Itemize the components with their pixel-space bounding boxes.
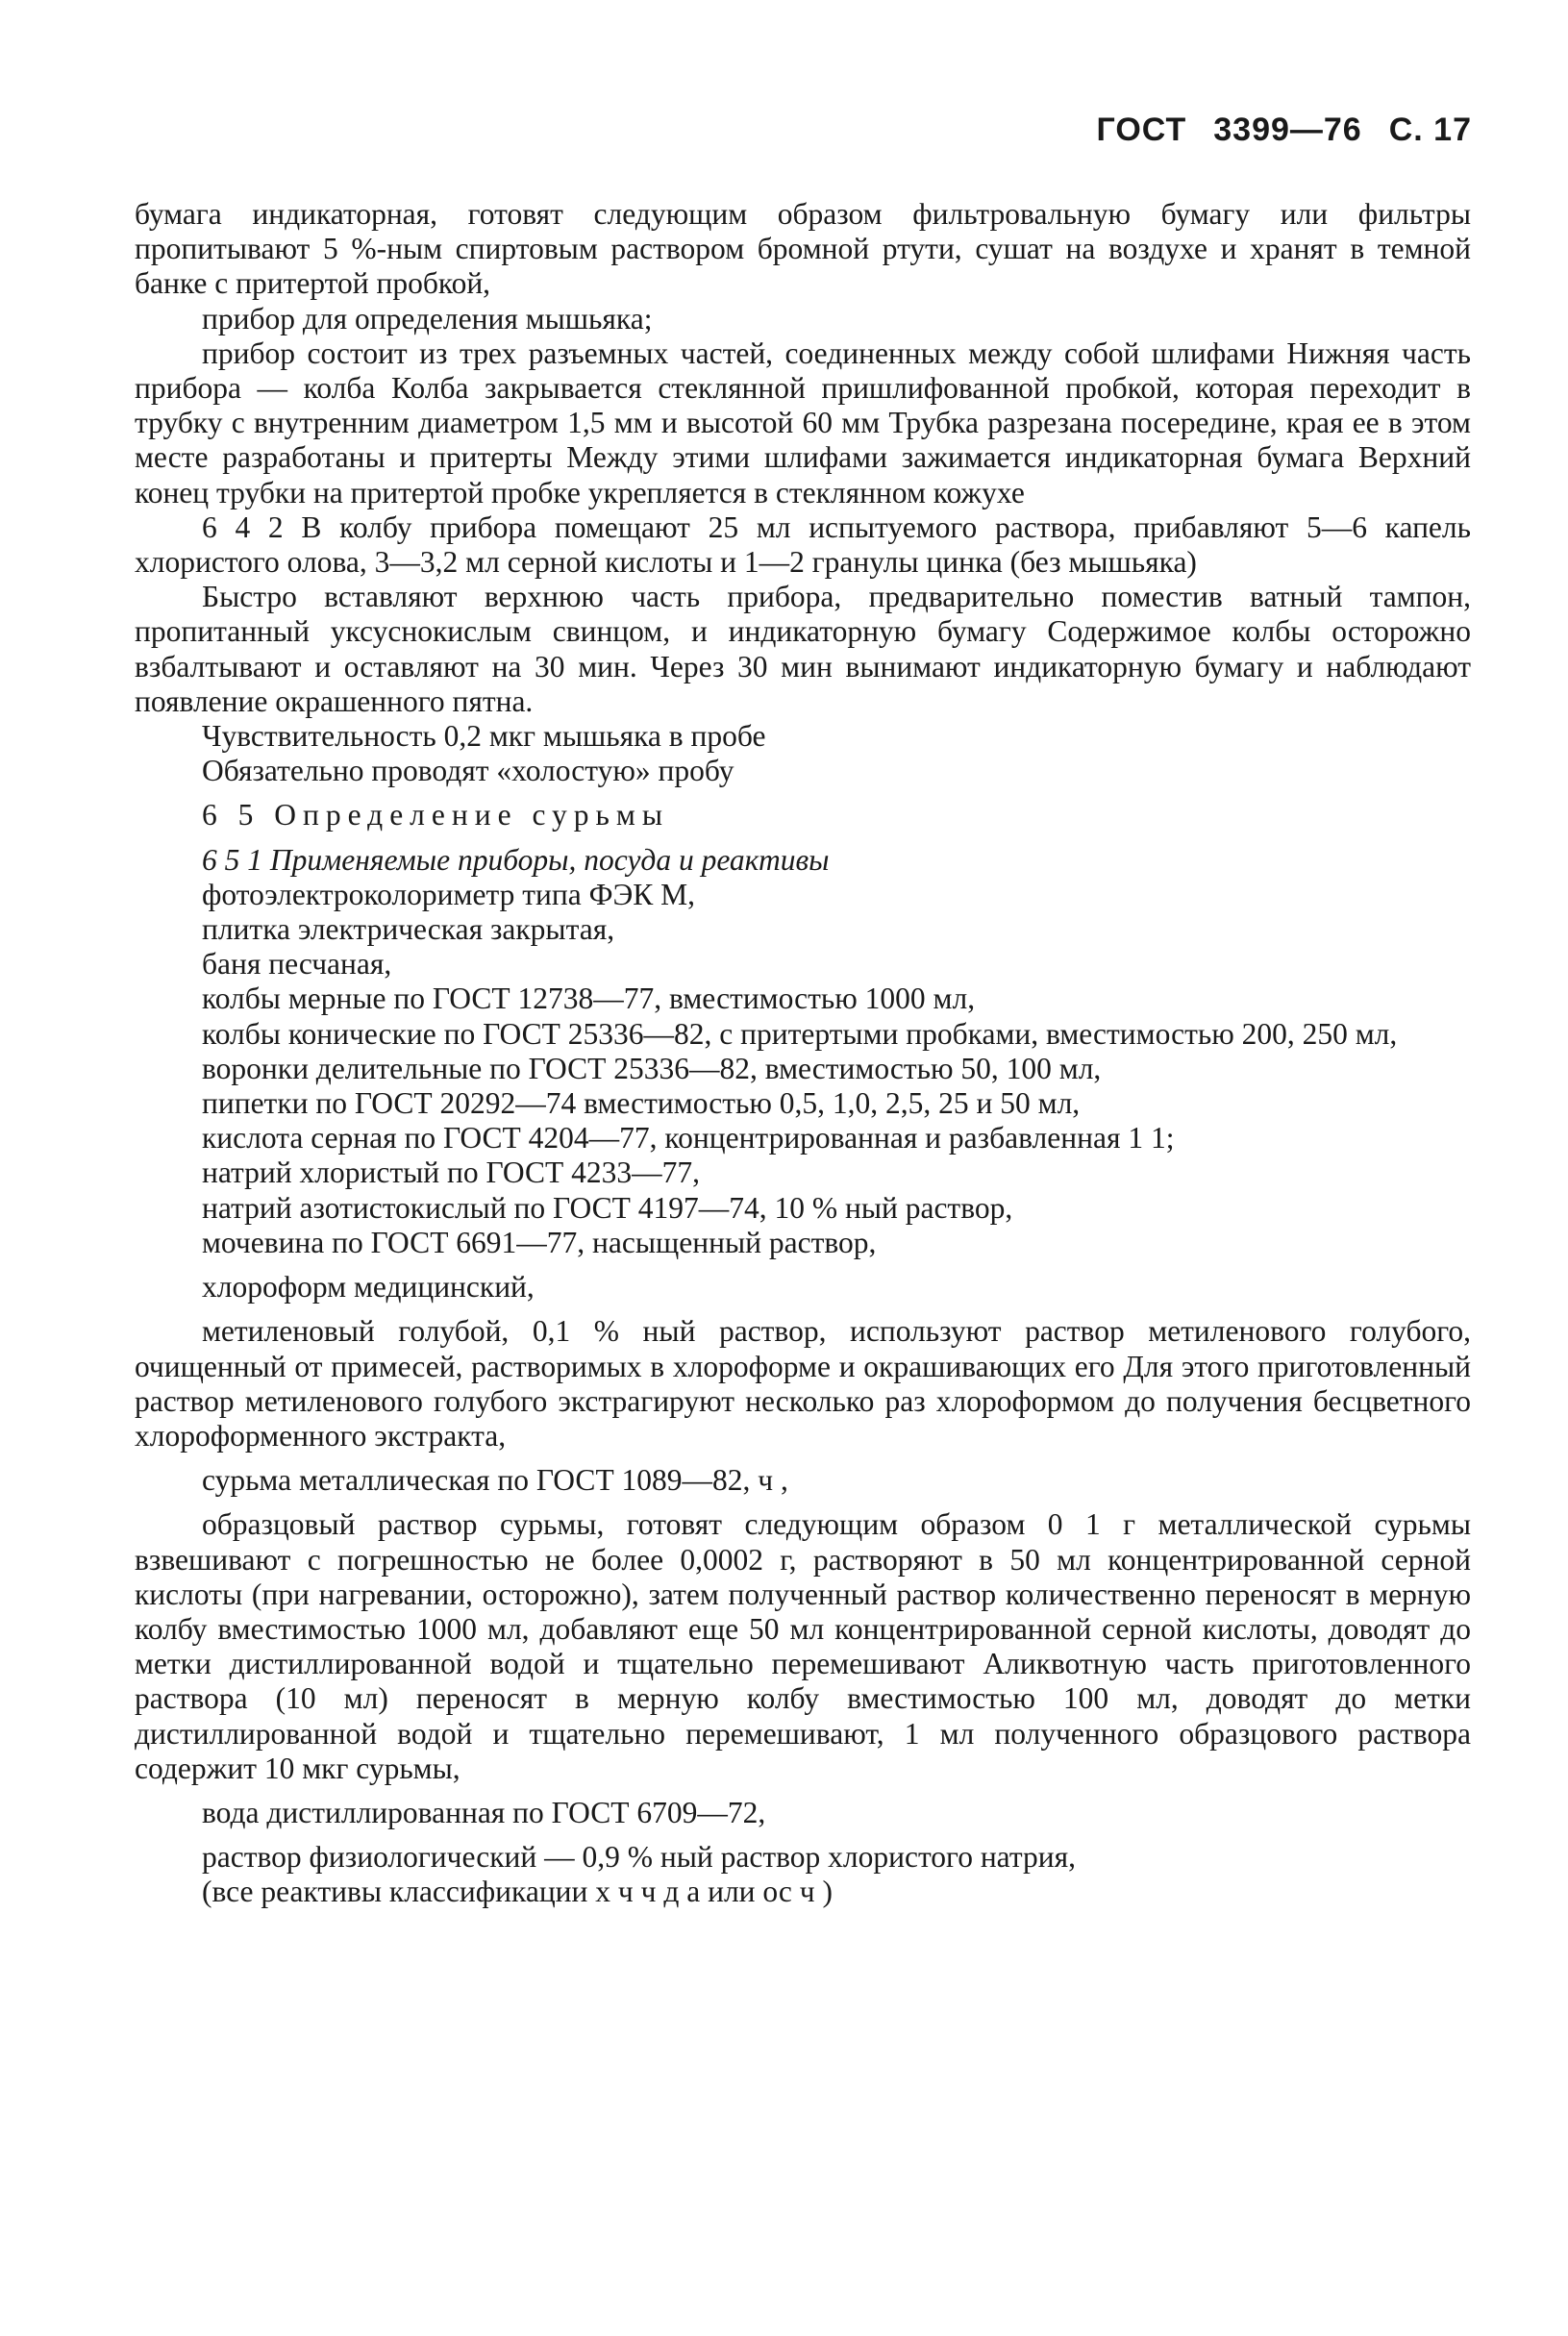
subsection-heading-equipment: 6 5 1 Применяемые приборы, посуда и реактивы: [202, 842, 830, 877]
list-item: колбы мерные по ГОСТ 12738—77, вместимостью 1000 мл,: [202, 982, 976, 1016]
paragraph-indicator-paper: бумага индикаторная, готовят следующим образом фильтровальную бумагу или фильтры пропитывают 5 %-ным спиртовым раствором бромной ртути, сушат на воздухе и хранят в темной банке с притертой пробкой,: [135, 197, 1471, 301]
list-item-standard-solution: образцовый раствор сурьмы, готовят следующим образом 0 1 г металлической сурьмы взвешивают с погрешностью не более 0,0002 г, растворяют в 50 мл концентрированной серной кислоты (при нагревании, осторожно), затем полученный раствор количественно переносят в мерную колбу вместимостью 1000 мл, добавляют еще 50 мл концентрированной серной кислоты, доводят до метки дистиллированной водой и тщательно перемешивают Аликвотную часть приготовленного раствора (10 мл) переносят в мерную колбу вместимостью 100 мл, доводят до метки дистиллированной водой и тщательно перемешивают, 1 мл полученного образцового раствора содержит 10 мкг сурьмы,: [135, 1507, 1471, 1785]
paragraph-procedure: Быстро вставляют верхнюю часть прибора, предварительно поместив ватный тампон, пропитанный уксуснокислым свинцом, и индикаторную бумагу Содержимое колбы осторожно взбалтывают и оставляют на 30 мин. Через 30 мин вынимают индикаторную бумагу и наблюдают появление окрашенного пятна.: [135, 580, 1471, 718]
list-item: мочевина по ГОСТ 6691—77, насыщенный раствор,: [202, 1225, 877, 1259]
list-item-methylene-blue: метиленовый голубой, 0,1 % ный раствор, используют раствор метиленового голубого, очищенный от примесей, растворимых в хлороформе и окрашивающих его Для этого приготовленный раствор метиленового голубого экстрагируют несколько раз хлороформом до получения бесцветного хлороформенного экстракта,: [135, 1314, 1471, 1453]
list-item: баня песчаная,: [202, 947, 392, 982]
list-item: вода дистиллированная по ГОСТ 6709—72,: [202, 1795, 766, 1829]
list-item: воронки делительные по ГОСТ 25336—82, вместимостью 50, 100 мл,: [202, 1051, 1102, 1085]
page-header: [1097, 112, 1472, 149]
paragraph-device-description: прибор состоит из трех разъемных частей, соединенных между собой шлифами Нижняя часть прибора — колба Колба закрывается стеклянной пришлифованной пробкой, которая переходит в трубку с внутренним диаметром 1,5 мм и высотой 60 мм Трубка разрезана посередине, края ее в этом месте разработаны и притерты Между этими шлифами зажимается индикаторная бумага Верхний конец трубки на притертой пробке укрепляется в стеклянном кожухе: [135, 335, 1471, 509]
list-item: сурьма металлическая по ГОСТ 1089—82, ч ,: [202, 1463, 788, 1498]
list-item: пипетки по ГОСТ 20292—74 вместимостью 0,5, 1,0, 2,5, 25 и 50 мл,: [202, 1086, 1081, 1121]
list-item: натрий хлористый по ГОСТ 4233—77,: [202, 1156, 701, 1190]
list-item: раствор физиологический — 0,9 % ный раствор хлористого натрия,: [202, 1840, 1076, 1875]
list-item: хлороформ медицинский,: [202, 1270, 535, 1305]
list-item: натрий азотистокислый по ГОСТ 4197—74, 10 % ный раствор,: [202, 1190, 1013, 1225]
paragraph-6-4-2: 6 4 2 В колбу прибора помещают 25 мл испытуемого раствора, прибавляют 5—6 капель хлористого олова, 3—3,2 мл серной кислоты и 1—2 гранулы цинка (без мышьяка): [135, 509, 1471, 580]
list-item: колбы конические по ГОСТ 25336—82, с притертыми пробками, вместимостью 200, 250 мл,: [202, 1016, 1398, 1051]
section-heading-antimony: 6 5 Определение сурьмы: [202, 798, 669, 833]
document-body: [135, 197, 1471, 1910]
paragraph-arsenic-device: прибор для определения мышьяка;: [202, 301, 653, 335]
list-item: кислота серная по ГОСТ 4204—77, концентрированная и разбавленная 1 1;: [202, 1121, 1175, 1156]
list-item: плитка электрическая закрытая,: [202, 912, 615, 947]
note-reagents-grade: (все реактивы классификации х ч ч д а или ос ч ): [202, 1875, 833, 1909]
paragraph-sensitivity: Чувствительность 0,2 мкг мышьяка в пробе: [202, 719, 766, 754]
paragraph-blank-test: Обязательно проводят «холостую» пробу: [202, 754, 734, 788]
list-item: фотоэлектроколориметр типа ФЭК М,: [202, 877, 696, 911]
standard-label: ГОСТ: [1096, 112, 1187, 148]
standard-number: 3399—76: [1213, 112, 1362, 148]
page-number: С. 17: [1388, 112, 1472, 148]
